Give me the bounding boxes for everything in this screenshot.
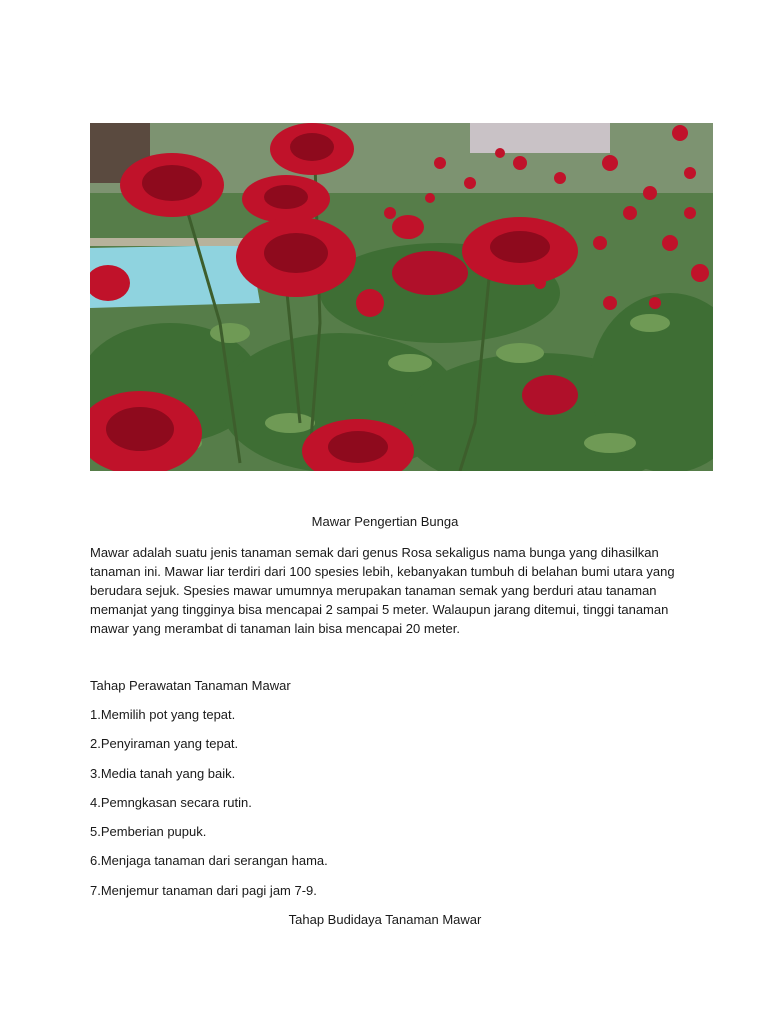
- rose-illustration: [90, 123, 713, 471]
- care-step: 6.Menjaga tanaman dari serangan hama.: [90, 853, 328, 869]
- care-step: 1.Memilih pot yang tepat.: [90, 707, 236, 722]
- rose-garden-photo: [90, 123, 713, 471]
- care-steps-list: [90, 706, 328, 911]
- care-heading: Tahap Perawatan Tanaman Mawar: [90, 678, 291, 693]
- care-step: 5.Pemberian pupuk.: [90, 824, 207, 840]
- intro-paragraph: Mawar adalah suatu jenis tanaman semak dari genus Rosa sekaligus nama bunga yang dihasilkan tanaman ini. Mawar liar terdiri dari 100 spesies lebih, kebanyakan tumbuh di belahan bumi utara yang berudara sejuk. Spesies mawar umumnya merupakan tanaman semak yang berduri atau tanaman memanjat yang tingginya bisa mencapai 2 sampai 5 meter. Walaupun jarang ditemui, tinggi tanaman mawar yang merambat di tanaman lain bisa mencapai 20 meter.: [90, 545, 675, 636]
- document-title: Mawar Pengertian Bunga: [311, 514, 459, 529]
- care-step: 7.Menjemur tanaman dari pagi jam 7-9.: [90, 882, 317, 898]
- budidaya-heading: Tahap Budidaya Tanaman Mawar: [288, 912, 482, 927]
- care-step: 3.Media tanah yang baik.: [90, 765, 236, 781]
- care-step: 2.Penyiraman yang tepat.: [90, 736, 239, 752]
- care-step: 4.Pemngkasan secara rutin.: [90, 794, 252, 810]
